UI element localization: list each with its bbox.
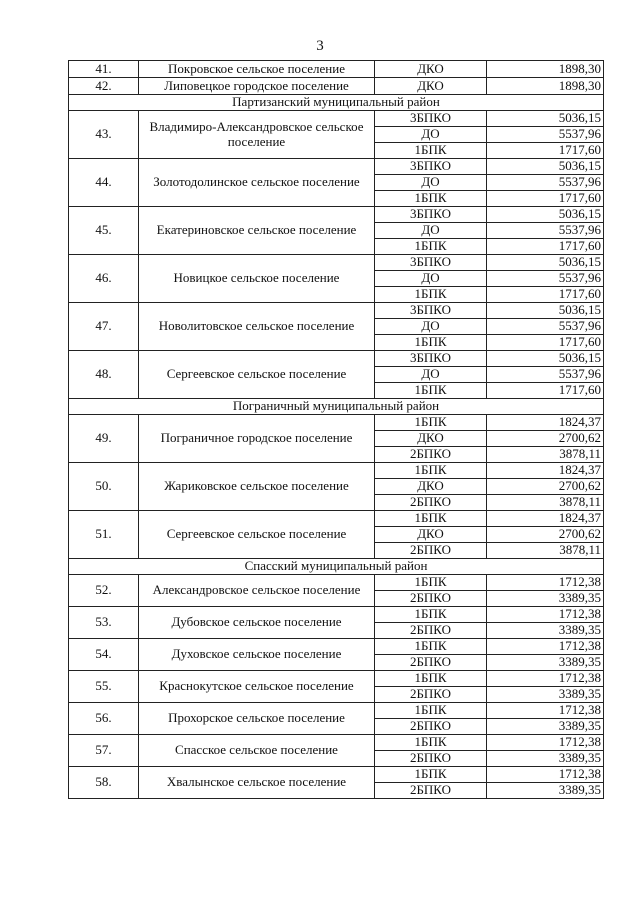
organization-type: ДКО [375, 431, 487, 447]
amount-value: 1712,38 [487, 607, 604, 623]
organization-type: 2БПКО [375, 687, 487, 703]
organization-type: 1БПК [375, 767, 487, 783]
amount-value: 5036,15 [487, 351, 604, 367]
table-row [69, 463, 604, 479]
district-header-row [69, 559, 604, 575]
organization-type: 3БПКО [375, 303, 487, 319]
amount-value: 5036,15 [487, 303, 604, 319]
organization-type: 3БПКО [375, 159, 487, 175]
row-number: 46. [69, 255, 139, 303]
settlement-name: Покровское сельское поселение [139, 61, 375, 78]
settlement-name: Екатериновское сельское поселение [139, 207, 375, 255]
organization-type: 2БПКО [375, 447, 487, 463]
table-row [69, 207, 604, 223]
row-number: 52. [69, 575, 139, 607]
organization-type: ДО [375, 319, 487, 335]
amount-value: 5537,96 [487, 367, 604, 383]
row-number: 45. [69, 207, 139, 255]
table-row [69, 575, 604, 591]
settlement-name: Липовецкое городское поселение [139, 78, 375, 95]
amount-value: 5537,96 [487, 175, 604, 191]
amount-value: 5537,96 [487, 223, 604, 239]
row-number: 57. [69, 735, 139, 767]
organization-type: ДО [375, 271, 487, 287]
settlement-name: Александровское сельское поселение [139, 575, 375, 607]
organization-type: 2БПКО [375, 623, 487, 639]
table-row [69, 703, 604, 719]
settlement-name: Сергеевское сельское поселение [139, 351, 375, 399]
settlement-name: Спасское сельское поселение [139, 735, 375, 767]
settlements-table-body [69, 61, 604, 799]
table-row [69, 78, 604, 95]
row-number: 58. [69, 767, 139, 799]
organization-type: 2БПКО [375, 719, 487, 735]
table-row [69, 303, 604, 319]
organization-type: 1БПК [375, 143, 487, 159]
organization-type: ДКО [375, 527, 487, 543]
amount-value: 3389,35 [487, 687, 604, 703]
row-number: 41. [69, 61, 139, 78]
table-row [69, 639, 604, 655]
settlement-name: Новолитовское сельское поселение [139, 303, 375, 351]
amount-value: 5036,15 [487, 207, 604, 223]
organization-type: 1БПК [375, 671, 487, 687]
row-number: 44. [69, 159, 139, 207]
row-number: 51. [69, 511, 139, 559]
table-row [69, 607, 604, 623]
organization-type: 1БПК [375, 463, 487, 479]
page-number: 3 [316, 38, 324, 54]
amount-value: 1824,37 [487, 463, 604, 479]
organization-type: 2БПКО [375, 655, 487, 671]
district-title: Спасский муниципальный район [69, 559, 604, 575]
organization-type: 3БПКО [375, 351, 487, 367]
amount-value: 1824,37 [487, 511, 604, 527]
organization-type: 1БПК [375, 703, 487, 719]
table-row [69, 351, 604, 367]
settlement-name: Сергеевское сельское поселение [139, 511, 375, 559]
row-number: 54. [69, 639, 139, 671]
organization-type: 3БПКО [375, 207, 487, 223]
settlements-table [68, 60, 604, 799]
amount-value: 3878,11 [487, 495, 604, 511]
amount-value: 3389,35 [487, 623, 604, 639]
organization-type: ДО [375, 175, 487, 191]
district-header-row [69, 95, 604, 111]
amount-value: 2700,62 [487, 431, 604, 447]
row-number: 49. [69, 415, 139, 463]
row-number: 53. [69, 607, 139, 639]
amount-value: 1717,60 [487, 143, 604, 159]
organization-type: ДКО [375, 78, 487, 95]
amount-value: 1712,38 [487, 575, 604, 591]
settlement-name: Краснокутское сельское поселение [139, 671, 375, 703]
organization-type: ДКО [375, 61, 487, 78]
amount-value: 3878,11 [487, 543, 604, 559]
organization-type: 1БПК [375, 607, 487, 623]
amount-value: 3389,35 [487, 751, 604, 767]
amount-value: 3389,35 [487, 591, 604, 607]
row-number: 55. [69, 671, 139, 703]
district-header-row [69, 399, 604, 415]
organization-type: 1БПК [375, 335, 487, 351]
table-row [69, 735, 604, 751]
amount-value: 5537,96 [487, 271, 604, 287]
row-number: 50. [69, 463, 139, 511]
settlement-name: Владимиро-Александровское сельское поселение [139, 111, 375, 159]
district-title: Пограничный муниципальный район [69, 399, 604, 415]
row-number: 42. [69, 78, 139, 95]
settlement-name: Хвалынское сельское поселение [139, 767, 375, 799]
organization-type: 1БПК [375, 511, 487, 527]
amount-value: 1712,38 [487, 735, 604, 751]
organization-type: 2БПКО [375, 495, 487, 511]
amount-value: 2700,62 [487, 479, 604, 495]
amount-value: 1717,60 [487, 335, 604, 351]
table-row [69, 111, 604, 127]
amount-value: 1898,30 [487, 61, 604, 78]
amount-value: 1898,30 [487, 78, 604, 95]
organization-type: 1БПК [375, 191, 487, 207]
amount-value: 3389,35 [487, 783, 604, 799]
amount-value: 3878,11 [487, 447, 604, 463]
amount-value: 5537,96 [487, 319, 604, 335]
amount-value: 1712,38 [487, 767, 604, 783]
organization-type: ДКО [375, 479, 487, 495]
organization-type: 2БПКО [375, 751, 487, 767]
organization-type: 3БПКО [375, 255, 487, 271]
amount-value: 3389,35 [487, 719, 604, 735]
table-row [69, 671, 604, 687]
organization-type: 1БПК [375, 383, 487, 399]
organization-type: 1БПК [375, 239, 487, 255]
organization-type: 1БПК [375, 415, 487, 431]
settlement-name: Золотодолинское сельское поселение [139, 159, 375, 207]
table-row [69, 255, 604, 271]
amount-value: 1717,60 [487, 239, 604, 255]
settlement-name: Новицкое сельское поселение [139, 255, 375, 303]
amount-value: 1712,38 [487, 639, 604, 655]
settlement-name: Прохорское сельское поселение [139, 703, 375, 735]
amount-value: 3389,35 [487, 655, 604, 671]
organization-type: 1БПК [375, 639, 487, 655]
amount-value: 5036,15 [487, 159, 604, 175]
amount-value: 1717,60 [487, 287, 604, 303]
organization-type: 2БПКО [375, 783, 487, 799]
table-row [69, 767, 604, 783]
row-number: 43. [69, 111, 139, 159]
amount-value: 5036,15 [487, 111, 604, 127]
organization-type: ДО [375, 223, 487, 239]
amount-value: 1712,38 [487, 703, 604, 719]
organization-type: ДО [375, 367, 487, 383]
settlement-name: Духовское сельское поселение [139, 639, 375, 671]
row-number: 56. [69, 703, 139, 735]
amount-value: 1717,60 [487, 383, 604, 399]
table-row [69, 415, 604, 431]
table-row [69, 61, 604, 78]
amount-value: 1824,37 [487, 415, 604, 431]
organization-type: 1БПК [375, 575, 487, 591]
organization-type: ДО [375, 127, 487, 143]
organization-type: 1БПК [375, 735, 487, 751]
row-number: 48. [69, 351, 139, 399]
amount-value: 1712,38 [487, 671, 604, 687]
table-row [69, 159, 604, 175]
settlement-name: Пограничное городское поселение [139, 415, 375, 463]
organization-type: 3БПКО [375, 111, 487, 127]
amount-value: 1717,60 [487, 191, 604, 207]
organization-type: 2БПКО [375, 543, 487, 559]
amount-value: 2700,62 [487, 527, 604, 543]
district-title: Партизанский муниципальный район [69, 95, 604, 111]
organization-type: 2БПКО [375, 591, 487, 607]
row-number: 47. [69, 303, 139, 351]
settlement-name: Дубовское сельское поселение [139, 607, 375, 639]
amount-value: 5036,15 [487, 255, 604, 271]
organization-type: 1БПК [375, 287, 487, 303]
amount-value: 5537,96 [487, 127, 604, 143]
table-row [69, 511, 604, 527]
settlement-name: Жариковское сельское поселение [139, 463, 375, 511]
